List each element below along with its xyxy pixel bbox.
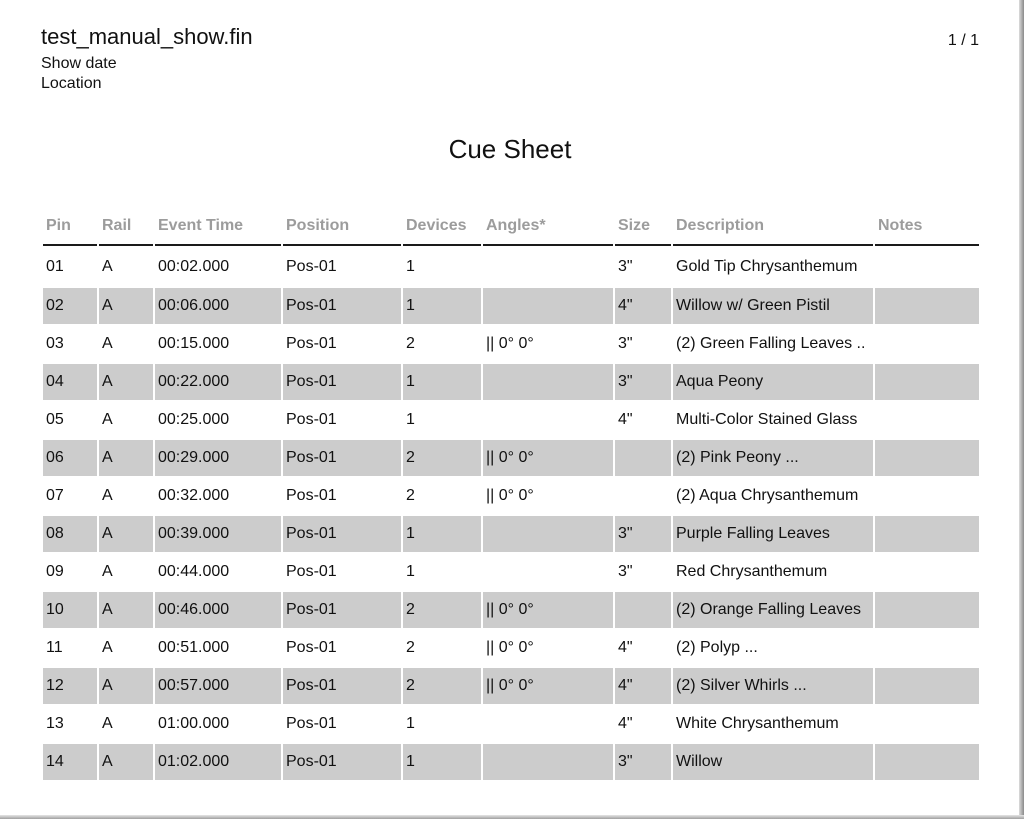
cell-devices: 2 [403,666,481,704]
cell-notes [875,742,979,780]
cell-notes [875,628,979,666]
cell-event-time: 01:02.000 [155,742,281,780]
table-row [43,590,979,628]
cell-size: 3" [615,552,671,590]
cell-event-time: 00:51.000 [155,628,281,666]
cell-angles [483,742,613,780]
cell-angles: || 0° 0° [483,628,613,666]
cue-table-body [43,246,979,780]
cell-event-time: 00:22.000 [155,362,281,400]
cell-angles: || 0° 0° [483,666,613,704]
column-header-angles: Angles* [483,208,613,246]
column-header-event-time: Event Time [155,208,281,246]
cell-description: Red Chrysanthemum [673,552,873,590]
cell-devices: 1 [403,400,481,438]
cell-notes [875,476,979,514]
cell-size: 4" [615,704,671,742]
cell-size: 4" [615,666,671,704]
cell-event-time: 00:39.000 [155,514,281,552]
cell-angles: || 0° 0° [483,476,613,514]
page-edge-right [1019,0,1024,819]
cell-rail: A [99,628,153,666]
cell-event-time: 00:46.000 [155,590,281,628]
cell-position: Pos-01 [283,704,401,742]
cell-description: Willow [673,742,873,780]
cell-notes [875,438,979,476]
cue-table [41,208,981,780]
table-row [43,666,979,704]
cell-size [615,590,671,628]
cell-position: Pos-01 [283,246,401,286]
cell-size: 3" [615,324,671,362]
cell-position: Pos-01 [283,590,401,628]
column-header-notes: Notes [875,208,979,246]
cell-position: Pos-01 [283,324,401,362]
cell-devices: 2 [403,590,481,628]
table-row [43,286,979,324]
cell-position: Pos-01 [283,286,401,324]
cell-pin: 08 [43,514,97,552]
cell-devices: 1 [403,742,481,780]
table-row [43,438,979,476]
cell-pin: 05 [43,400,97,438]
cell-position: Pos-01 [283,362,401,400]
cell-notes [875,400,979,438]
cell-angles [483,286,613,324]
cell-rail: A [99,362,153,400]
cell-notes [875,552,979,590]
table-row [43,742,979,780]
cell-size: 3" [615,514,671,552]
cell-devices: 2 [403,476,481,514]
cell-rail: A [99,742,153,780]
cell-position: Pos-01 [283,552,401,590]
cell-description: (2) Polyp ... [673,628,873,666]
cell-position: Pos-01 [283,666,401,704]
page-number: 1 / 1 [947,32,979,49]
cell-angles [483,362,613,400]
cell-angles [483,400,613,438]
cell-event-time: 01:00.000 [155,704,281,742]
cell-pin: 01 [43,246,97,286]
cell-devices: 2 [403,628,481,666]
cell-position: Pos-01 [283,742,401,780]
cell-angles [483,246,613,286]
cell-rail: A [99,552,153,590]
cell-position: Pos-01 [283,476,401,514]
cell-pin: 12 [43,666,97,704]
cell-devices: 1 [403,246,481,286]
cell-notes [875,590,979,628]
table-row [43,324,979,362]
cell-angles [483,704,613,742]
cell-event-time: 00:06.000 [155,286,281,324]
cell-size: 4" [615,286,671,324]
cell-rail: A [99,400,153,438]
cell-size [615,438,671,476]
cell-description: (2) Aqua Chrysanthemum [673,476,873,514]
cell-notes [875,324,979,362]
location-label: Location [41,75,102,92]
cell-pin: 13 [43,704,97,742]
cell-rail: A [99,590,153,628]
cell-angles [483,514,613,552]
column-header-position: Position [283,208,401,246]
cell-pin: 03 [43,324,97,362]
table-row [43,400,979,438]
cell-angles: || 0° 0° [483,590,613,628]
cell-position: Pos-01 [283,628,401,666]
cell-pin: 10 [43,590,97,628]
cell-description: Multi-Color Stained Glass [673,400,873,438]
cell-rail: A [99,476,153,514]
page-title: Cue Sheet [448,134,572,164]
cell-position: Pos-01 [283,438,401,476]
cell-devices: 1 [403,552,481,590]
cell-notes [875,704,979,742]
cell-angles [483,552,613,590]
cell-size: 3" [615,246,671,286]
cell-event-time: 00:44.000 [155,552,281,590]
cell-description: Aqua Peony [673,362,873,400]
cell-description: (2) Silver Whirls ... [673,666,873,704]
cell-event-time: 00:25.000 [155,400,281,438]
cell-event-time: 00:32.000 [155,476,281,514]
cell-size: 3" [615,362,671,400]
cell-size: 4" [615,400,671,438]
cell-rail: A [99,704,153,742]
cell-description: (2) Orange Falling Leaves [673,590,873,628]
cell-size: 3" [615,742,671,780]
cell-pin: 04 [43,362,97,400]
table-row [43,362,979,400]
cell-pin: 09 [43,552,97,590]
column-header-devices: Devices [403,208,481,246]
table-row [43,552,979,590]
cell-pin: 02 [43,286,97,324]
cell-rail: A [99,286,153,324]
cell-notes [875,286,979,324]
table-header-row [43,208,979,246]
table-row [43,704,979,742]
cell-notes [875,514,979,552]
cell-devices: 1 [403,286,481,324]
cell-position: Pos-01 [283,514,401,552]
cell-description: Gold Tip Chrysanthemum [673,246,873,286]
cell-notes [875,666,979,704]
cell-notes [875,246,979,286]
cell-rail: A [99,246,153,286]
page-edge-bottom [0,815,1024,819]
show-date-label: Show date [41,55,117,72]
cell-description: (2) Green Falling Leaves .. [673,324,873,362]
cell-angles: || 0° 0° [483,438,613,476]
cell-description: Willow w/ Green Pistil [673,286,873,324]
table-row [43,476,979,514]
cell-pin: 07 [43,476,97,514]
cell-devices: 1 [403,362,481,400]
cell-pin: 11 [43,628,97,666]
cell-devices: 1 [403,514,481,552]
column-header-description: Description [673,208,873,246]
file-name: test_manual_show.fin [41,24,253,49]
table-row [43,246,979,286]
cell-event-time: 00:29.000 [155,438,281,476]
cell-description: (2) Pink Peony ... [673,438,873,476]
cell-event-time: 00:02.000 [155,246,281,286]
cell-pin: 14 [43,742,97,780]
cell-event-time: 00:57.000 [155,666,281,704]
cell-description: Purple Falling Leaves [673,514,873,552]
cell-event-time: 00:15.000 [155,324,281,362]
cell-devices: 2 [403,438,481,476]
column-header-rail: Rail [99,208,153,246]
cell-rail: A [99,514,153,552]
cell-position: Pos-01 [283,400,401,438]
cell-pin: 06 [43,438,97,476]
cell-size [615,476,671,514]
cell-devices: 1 [403,704,481,742]
cell-description: White Chrysanthemum [673,704,873,742]
cell-angles: || 0° 0° [483,324,613,362]
table-row [43,514,979,552]
column-header-pin: Pin [43,208,97,246]
cell-devices: 2 [403,324,481,362]
cell-rail: A [99,666,153,704]
column-header-size: Size [615,208,671,246]
cell-rail: A [99,438,153,476]
cell-rail: A [99,324,153,362]
cell-size: 4" [615,628,671,666]
cell-notes [875,362,979,400]
table-row [43,628,979,666]
